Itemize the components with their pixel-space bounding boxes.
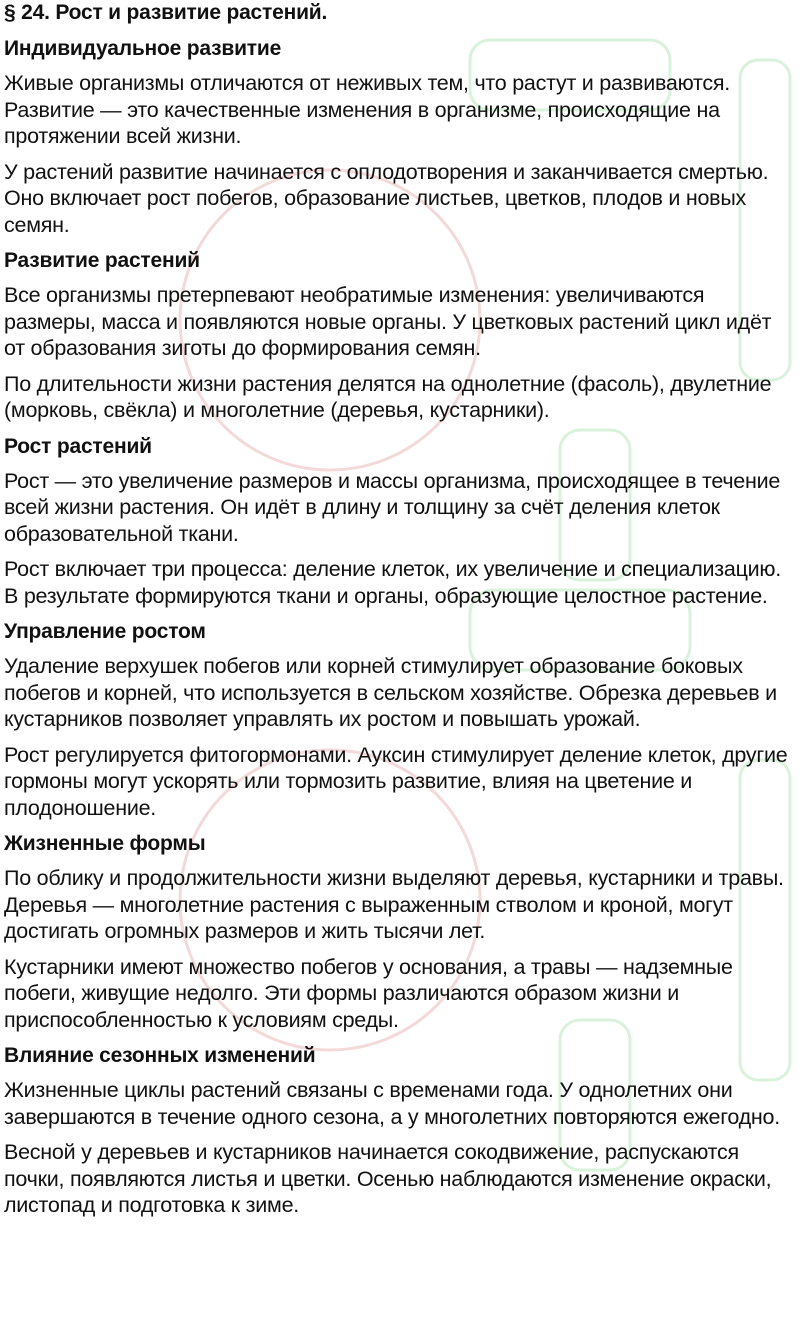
paragraph: Весной у деревьев и кустарников начинается сокодвижение, распускаются почки, появляются листья и цветки. Осенью наблюдаются изменение окраски, листопад и подготовка к зиме. <box>4 1140 772 1217</box>
paragraph: По длительности жизни растения делятся на однолетние (фасоль), двулетние (морковь, свёкла) и многолетние (деревья, кустарники). <box>4 371 772 422</box>
paragraph: Удаление верхушек побегов или корней стимулирует образование боковых побегов и корней, что используется в сельском хозяйстве. Обрезка деревьев и кустарников позволяет управлять их ростом и повышать урожай. <box>4 654 777 731</box>
paragraph: Рост включает три процесса: деление клеток, их увеличение и специализацию. В результате формируются ткани и органы, образующие целостное растение. <box>4 557 781 608</box>
section-life-forms <box>4 831 794 1033</box>
paragraph: Кустарники имеют множество побегов у основания, а травы — надземные побеги, живущие недолго. Эти формы различаются образом жизни и приспособленностью к условиям среды. <box>4 954 733 1032</box>
paragraph: Рост — это увеличение размеров и массы организма, происходящее в течение всей жизни растения. Он идёт в длину и толщину за счёт деления клеток образовательной ткани. <box>4 468 781 546</box>
section-plant-development <box>4 248 794 424</box>
paragraph: У растений развитие начинается с оплодотворения и заканчивается смертью. Оно включает рост побегов, образование листьев, цветков, плодов и новых семян. <box>4 159 769 237</box>
section-heading: Развитие растений <box>4 249 200 272</box>
section-heading: Жизненные формы <box>4 832 206 855</box>
paragraph: Живые организмы отличаются от неживых тем, что растут и развиваются. Развитие — это качественные изменения в организме, происходящие на протяжении всей жизни. <box>4 71 730 148</box>
section-heading: Рост растений <box>4 434 152 458</box>
section-growth-control <box>4 619 794 821</box>
section-heading: Влияние сезонных изменений <box>4 1044 316 1067</box>
section-seasonal-changes <box>4 1043 794 1219</box>
section-individual-development <box>4 36 794 238</box>
paragraph: По облику и продолжительности жизни выделяют деревья, кустарники и травы. Деревья — многолетние растения с выраженным стволом и кроной, могут достигать огромных размеров и жить тысячи лет. <box>4 866 784 943</box>
section-heading: Индивидуальное развитие <box>4 37 282 60</box>
paragraph: Жизненные циклы растений связаны с временами года. У однолетних они завершаются в течение одного сезона, а у многолетних повторяются ежегодно. <box>4 1078 780 1129</box>
paragraph: Рост регулируется фитогормонами. Ауксин стимулирует деление клеток, другие гормоны могут ускорять или тормозить развитие, влияя на цветение и плодоношение. <box>4 742 788 820</box>
section-heading: Управление ростом <box>4 620 206 643</box>
paragraph: Все организмы претерпевают необратимые изменения: увеличиваются размеры, масса и появляются новые органы. У цветковых растений цикл идёт от образования зиготы до формирования семян. <box>4 283 772 360</box>
document-title: § 24. Рост и развитие растений. <box>4 1 328 24</box>
section-plant-growth <box>4 434 794 610</box>
